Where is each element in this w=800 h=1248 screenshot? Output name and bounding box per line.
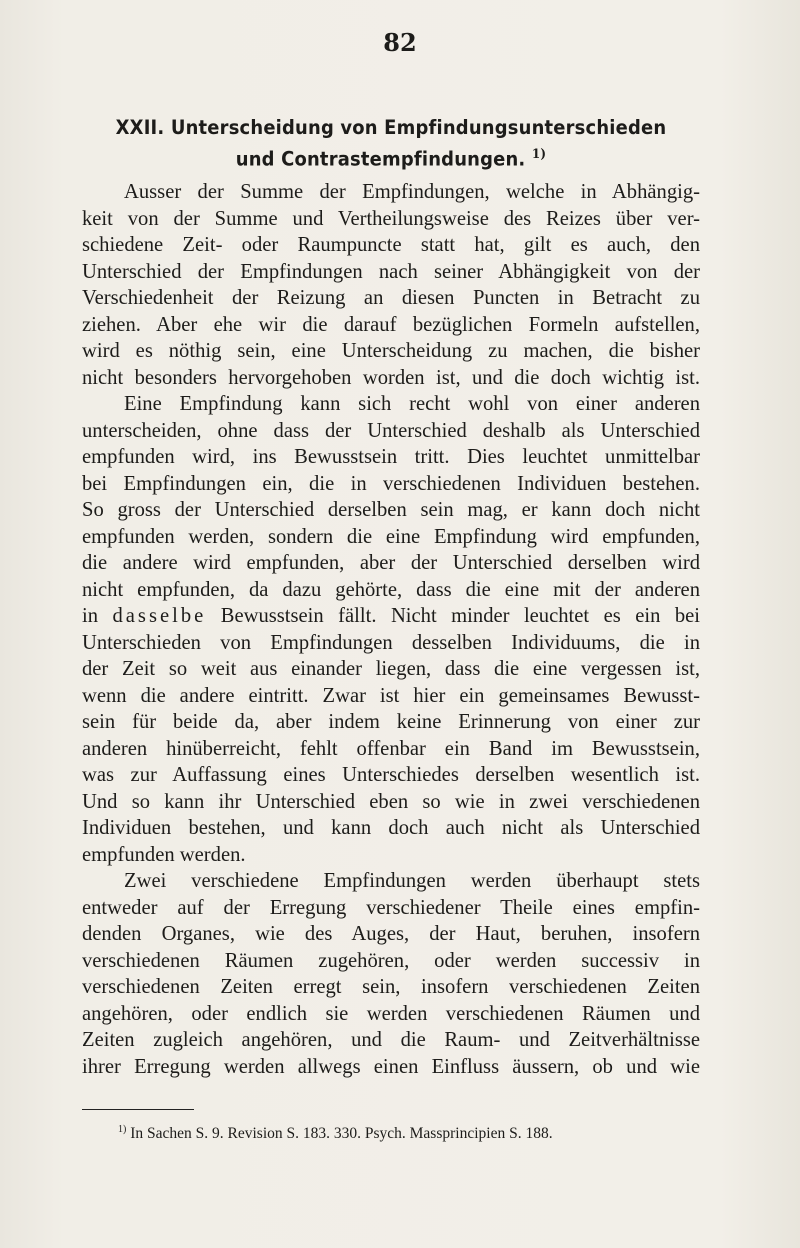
- text-line: schiedene Zeit- oder Raumpuncte statt hat, gilt es auch, den: [82, 234, 700, 256]
- text-line: empfunden wird, ins Bewusstsein tritt. Dies leuchtet unmittelbar: [82, 446, 700, 468]
- text-line: anderen hinüberreicht, fehlt offenbar ein Band im Bewusstsein,: [82, 737, 700, 760]
- text-line: [82, 603, 700, 630]
- text-line: der Zeit so weit aus einander liegen, dass die eine vergessen ist,: [82, 658, 700, 680]
- paragraph-1: [82, 179, 700, 391]
- text-line: verschiedenen Zeiten erregt sein, insofern verschiedenen Zeiten: [82, 976, 700, 998]
- text-line: Und so kann ihr Unterschied eben so wie in zwei verschiedenen: [82, 790, 700, 813]
- text-line: Individuen bestehen, und kann doch auch nicht als Unterschied: [82, 817, 700, 839]
- text-line: angehören, oder endlich sie werden verschiedenen Räumen und: [82, 1002, 700, 1025]
- emphasized-word: dasselbe: [112, 605, 207, 627]
- text-line: denden Organes, wie des Auges, der Haut, beruhen, insofern: [82, 923, 700, 945]
- text-line: sein für beide da, aber indem keine Erinnerung von einer zur: [82, 711, 700, 733]
- footnote-marker: 1): [118, 1124, 127, 1135]
- heading-line-2-text: und Contrastempfindungen.: [235, 147, 526, 171]
- heading-line-1: XXII. Unterscheidung von Empfindungsunterschieden: [115, 116, 667, 139]
- text-line: Verschiedenheit der Reizung an diesen Puncten in Betracht zu: [82, 287, 700, 309]
- text-line: So gross der Unterschied derselben sein mag, er kann doch nicht: [82, 499, 700, 521]
- text-line: was zur Auffassung eines Unterschiedes derselben wesentlich ist.: [82, 764, 700, 786]
- text-line: bei Empfindungen ein, die in verschiedenen Individuen bestehen.: [82, 472, 700, 495]
- footnote-text: In Sachen S. 9. Revision S. 183. 330. Psych. Massprincipien S. 188.: [130, 1125, 553, 1143]
- paragraph-3: [82, 868, 700, 1080]
- text-line: empfunden werden.: [82, 843, 246, 866]
- paragraph-2: [82, 391, 700, 868]
- page-number: 82: [383, 28, 417, 57]
- section-heading: [107, 114, 676, 173]
- text-line: unterscheiden, ohne dass der Unterschied deshalb als Unterschied: [82, 419, 700, 442]
- text-line: Eine Empfindung kann sich recht wohl von einer anderen: [124, 393, 700, 415]
- text-line: keit von der Summe und Vertheilungsweise des Reizes über ver-: [82, 207, 700, 230]
- text-line: wenn die andere eintritt. Zwar ist hier ein gemeinsames Bewusst-: [82, 684, 700, 707]
- text-line: ziehen. Aber ehe wir die darauf bezüglichen Formeln aufstellen,: [82, 313, 700, 336]
- text-line: Unterschieden von Empfindungen desselben Individuums, die in: [82, 631, 700, 654]
- text-line: Zeiten zugleich angehören, und die Raum- und Zeitverhältnisse: [82, 1029, 700, 1051]
- text-fragment: Bewusstsein fällt. Nicht minder leuchtet es ein bei: [220, 605, 700, 627]
- text-line: Ausser der Summe der Empfindungen, welche in Abhängig-: [124, 181, 700, 203]
- text-line: Zwei verschiedene Empfindungen werden überhaupt stets: [124, 870, 700, 892]
- text-line: nicht besonders hervorgehoben worden ist, und die doch wichtig ist.: [82, 366, 700, 389]
- text-line: empfunden werden, sondern die eine Empfindung wird empfunden,: [82, 525, 700, 548]
- heading-footnote-marker: 1): [531, 147, 547, 162]
- text-line: die andere wird empfunden, aber der Unterschied derselben wird: [82, 552, 700, 574]
- body-text: [82, 179, 700, 1080]
- footnote-divider: [82, 1109, 194, 1110]
- text-line: Unterschied der Empfindungen nach seiner Abhängigkeit von der: [82, 260, 700, 283]
- text-line: wird es nöthig sein, eine Unterscheidung zu machen, die bisher: [82, 340, 700, 362]
- text-line: ihrer Erregung werden allwegs einen Einfluss äussern, ob und wie: [82, 1055, 700, 1078]
- text-fragment: in: [82, 605, 99, 627]
- text-line: verschiedenen Räumen zugehören, oder werden successiv in: [82, 949, 700, 972]
- heading-line-2: [107, 141, 676, 173]
- footnote: [118, 1124, 700, 1143]
- text-line: nicht empfunden, da dazu gehörte, dass die eine mit der anderen: [82, 578, 700, 601]
- text-line: entweder auf der Erregung verschiedener Theile eines empfin-: [82, 896, 700, 919]
